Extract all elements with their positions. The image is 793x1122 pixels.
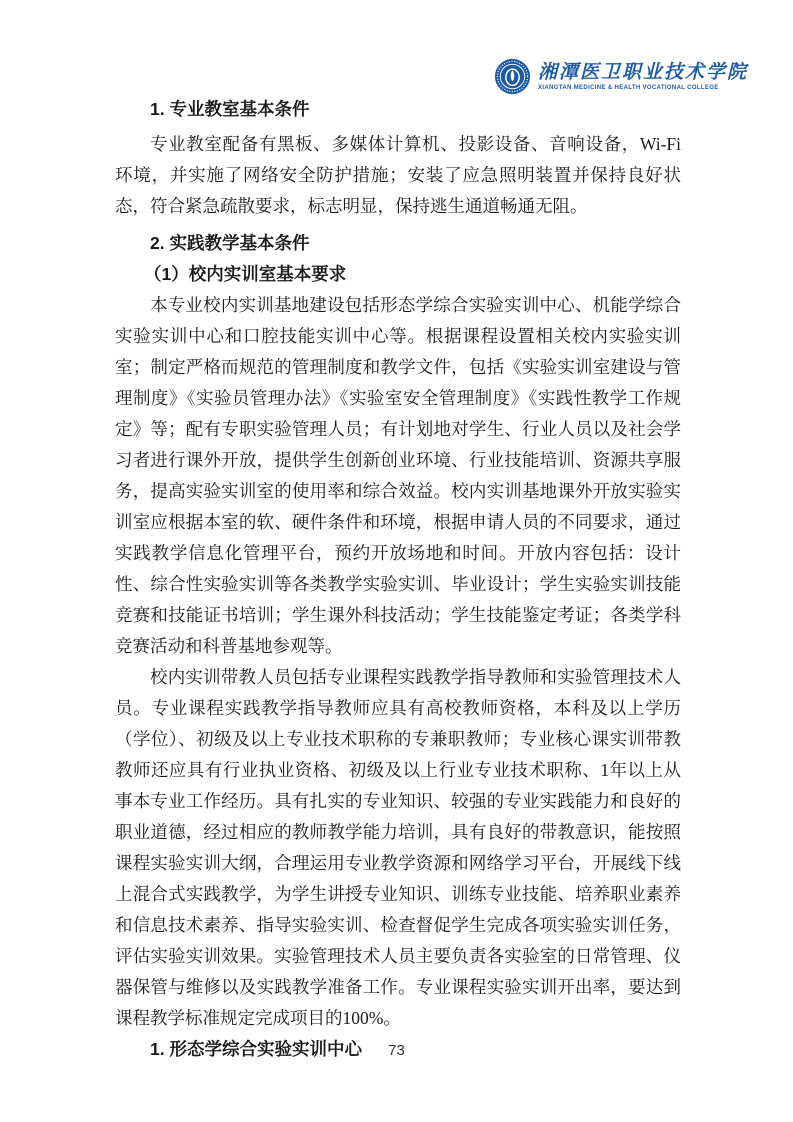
college-name-cn: 湘潭医卫职业技术学院 (538, 61, 749, 83)
heading-practice-teaching: 2. 实践教学基本条件 (150, 233, 310, 253)
document-body (115, 94, 681, 1065)
heading-training-room-requirements: （1）校内实训室基本要求 (144, 264, 347, 284)
college-emblem-icon (494, 58, 531, 95)
heading-morphology-center: 1. 形态学综合实验实训中心 (150, 1039, 362, 1059)
college-name (538, 62, 748, 92)
para-instructors: 校内实训带教人员包括专业课程实践教学指导教师和实验管理技术人员。专业课程实践教学指导教师应具有高校教师资格，本科及以上学历（学位）、初级及以上专业技术职称的专兼职教师；专业核心课实训带教教师还应具有行业执业资格、初级及以上行业专业技术职称、1年以上从事本专业工作经历。具有扎实的专业知识、较强的专业实践能力和良好的职业道德，经过相应的教师教学能力培训，具有良好的带教意识，能按照课程实验实训大纲，合理运用专业教学资源和网络学习平台，开展线下线上混合式实践教学，为学生讲授专业知识、训练专业技能、培养职业素养和信息技术素养、指导实验实训、检查督促学生完成各项实验实训任务，评估实验实训效果。实验管理技术人员主要负责各实验室的日常管理、仪器保管与维修以及实践教学准备工作。专业课程实验实训开出率，要达到课程教学标准规定完成项目的100%。 (115, 667, 681, 1028)
para-training-base: 本专业校内实训基地建设包括形态学综合实验实训中心、机能学综合实验实训中心和口腔技能实训中心等。根据课程设置相关校内实验实训室；制定严格而规范的管理制度和教学文件，包括《实验实训室建设与管理制度》《实验员管理办法》《实验室安全管理制度》《实践性教学工作规定》等；配有专职实验管理人员；有计划地对学生、行业人员以及社会学习者进行课外开放，提供学生创新创业环境、行业技能培训、资源共享服务，提高实验实训室的使用率和综合效益。校内实训基地课外开放实验实训室应根据本室的软、硬件条件和环境，根据申请人员的不同要求，通过实践教学信息化管理平台，预约开放场地和时间。开放内容包括：设计性、综合性实验实训等各类教学实验实训、毕业设计；学生实验实训技能竞赛和技能证书培训；学生课外科技活动；学生技能鉴定考证；各类学科竞赛活动和科普基地参观等。 (115, 295, 681, 656)
college-logo (494, 58, 748, 95)
para-classroom-conditions: 专业教室配备有黑板、多媒体计算机、投影设备、音响设备，Wi-Fi环境，并实施了网络安全防护措施；安装了应急照明装置并保持良好状态，符合紧急疏散要求，标志明显，保持逃生通道畅通无阻。 (115, 134, 681, 216)
heading-classroom-conditions: 1. 专业教室基本条件 (150, 99, 310, 119)
page-number: 73 (388, 1042, 405, 1059)
college-name-en: XIANGTAN MEDICINE & HEALTH VOCATIONAL COLLEGE (538, 84, 719, 91)
